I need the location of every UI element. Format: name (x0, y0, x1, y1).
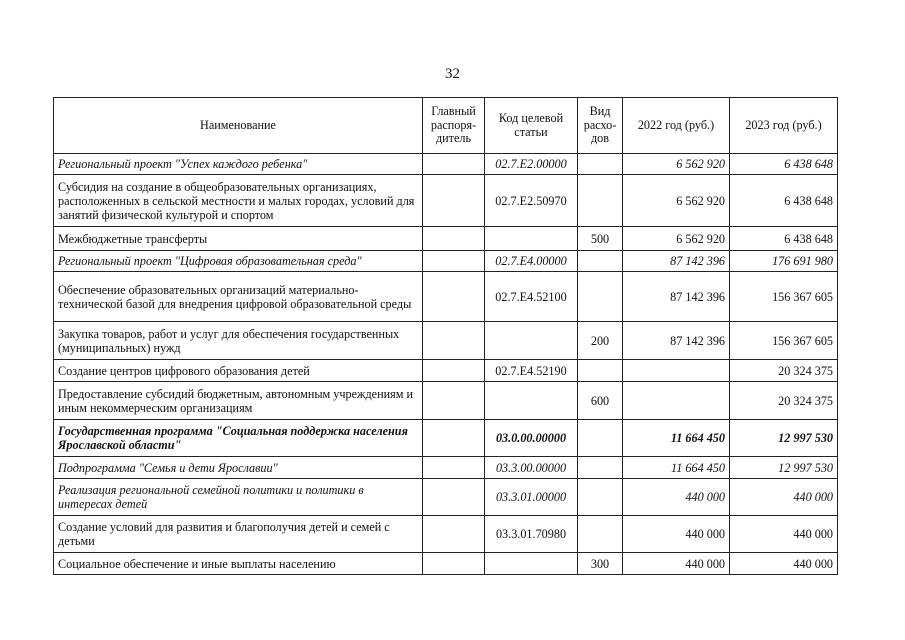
row-2022: 87 142 396 (623, 251, 730, 272)
row-kind (578, 154, 623, 175)
table-row (54, 175, 838, 227)
table-row (54, 251, 838, 272)
row-admin (423, 553, 485, 575)
row-code (485, 227, 578, 251)
row-kind (578, 420, 623, 457)
row-2022: 440 000 (623, 553, 730, 575)
row-kind (578, 175, 623, 227)
row-code: 02.7.Е4.52100 (485, 272, 578, 322)
row-2022: 87 142 396 (623, 272, 730, 322)
row-name: Предоставление субсидий бюджетным, автономным учреждениям и иным некоммерческим организациям (54, 382, 423, 420)
row-2023: 440 000 (730, 516, 838, 553)
table-row (54, 360, 838, 382)
row-2023: 6 438 648 (730, 175, 838, 227)
table-row (54, 154, 838, 175)
table-row (54, 479, 838, 516)
row-kind: 300 (578, 553, 623, 575)
row-code (485, 382, 578, 420)
row-code: 02.7.Е4.52190 (485, 360, 578, 382)
row-code: 03.0.00.00000 (485, 420, 578, 457)
row-2023: 176 691 980 (730, 251, 838, 272)
row-kind (578, 272, 623, 322)
row-code (485, 553, 578, 575)
table-row (54, 322, 838, 360)
row-2023: 6 438 648 (730, 227, 838, 251)
row-2023: 156 367 605 (730, 272, 838, 322)
row-kind (578, 457, 623, 479)
row-name: Реализация региональной семейной политики и политики в интересах детей (54, 479, 423, 516)
row-admin (423, 251, 485, 272)
budget-table (53, 97, 838, 575)
row-admin (423, 322, 485, 360)
row-name: Межбюджетные трансферты (54, 227, 423, 251)
row-2022: 440 000 (623, 479, 730, 516)
table-row (54, 420, 838, 457)
row-2022: 11 664 450 (623, 457, 730, 479)
row-name: Закупка товаров, работ и услуг для обеспечения государственных (муниципальных) нужд (54, 322, 423, 360)
row-admin (423, 479, 485, 516)
row-name: Региональный проект "Успех каждого ребенка" (54, 154, 423, 175)
row-2023: 12 997 530 (730, 420, 838, 457)
table-row (54, 227, 838, 251)
row-2022: 6 562 920 (623, 154, 730, 175)
row-code: 03.3.01.70980 (485, 516, 578, 553)
row-kind (578, 516, 623, 553)
row-admin (423, 227, 485, 251)
row-2023: 12 997 530 (730, 457, 838, 479)
row-2022: 11 664 450 (623, 420, 730, 457)
page-number: 32 (445, 66, 460, 82)
row-code: 03.3.01.00000 (485, 479, 578, 516)
row-2023: 440 000 (730, 479, 838, 516)
header-kind: Вид расхо-дов (578, 98, 623, 154)
row-kind: 600 (578, 382, 623, 420)
row-code: 03.3.00.00000 (485, 457, 578, 479)
header-row (54, 98, 838, 154)
header-name: Наименование (54, 98, 423, 154)
header-2022: 2022 год (руб.) (623, 98, 730, 154)
row-2022 (623, 360, 730, 382)
table-row (54, 457, 838, 479)
header-code: Код целевой статьи (485, 98, 578, 154)
row-admin (423, 382, 485, 420)
row-2023: 6 438 648 (730, 154, 838, 175)
row-admin (423, 420, 485, 457)
row-kind: 200 (578, 322, 623, 360)
row-admin (423, 360, 485, 382)
row-2022: 440 000 (623, 516, 730, 553)
row-2023: 440 000 (730, 553, 838, 575)
row-name: Создание условий для развития и благополучия детей и семей с детьми (54, 516, 423, 553)
row-admin (423, 272, 485, 322)
row-name: Создание центров цифрового образования детей (54, 360, 423, 382)
row-code: 02.7.Е2.50970 (485, 175, 578, 227)
header-admin: Главный распоря-дитель (423, 98, 485, 154)
row-name: Социальное обеспечение и иные выплаты населению (54, 553, 423, 575)
header-2023: 2023 год (руб.) (730, 98, 838, 154)
row-code: 02.7.Е4.00000 (485, 251, 578, 272)
row-admin (423, 154, 485, 175)
row-kind (578, 360, 623, 382)
row-code (485, 322, 578, 360)
row-2023: 156 367 605 (730, 322, 838, 360)
row-name: Подпрограмма "Семья и дети Ярославии" (54, 457, 423, 479)
table-row (54, 272, 838, 322)
row-2023: 20 324 375 (730, 360, 838, 382)
row-name: Государственная программа "Социальная поддержка населения Ярославской области" (54, 420, 423, 457)
table-row (54, 516, 838, 553)
row-kind (578, 479, 623, 516)
table-row (54, 382, 838, 420)
row-2022 (623, 382, 730, 420)
table-row (54, 553, 838, 575)
row-admin (423, 516, 485, 553)
row-admin (423, 175, 485, 227)
row-code: 02.7.Е2.00000 (485, 154, 578, 175)
row-name: Региональный проект "Цифровая образовательная среда" (54, 251, 423, 272)
row-name: Субсидия на создание в общеобразовательных организациях, расположенных в сельской местности и малых городах, условий для занятий физической культурой и спортом (54, 175, 423, 227)
row-name: Обеспечение образовательных организаций материально-технической базой для внедрения цифровой образовательной среды (54, 272, 423, 322)
row-kind (578, 251, 623, 272)
row-2022: 6 562 920 (623, 227, 730, 251)
row-2022: 6 562 920 (623, 175, 730, 227)
row-2022: 87 142 396 (623, 322, 730, 360)
row-kind: 500 (578, 227, 623, 251)
row-admin (423, 457, 485, 479)
row-2023: 20 324 375 (730, 382, 838, 420)
